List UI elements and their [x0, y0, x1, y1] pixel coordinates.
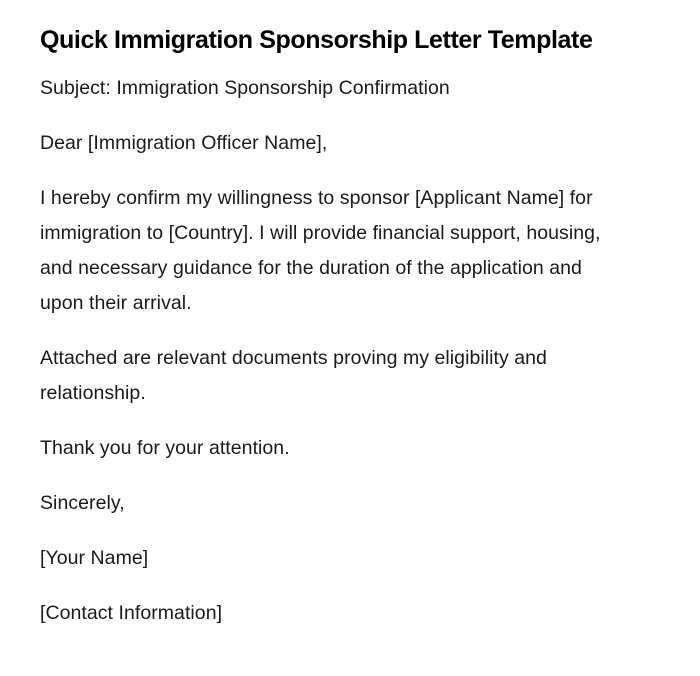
salutation: Dear [Immigration Officer Name], [40, 132, 328, 154]
signature-name: [Your Name] [40, 547, 149, 569]
body-paragraph-sponsorship: I hereby confirm my willingness to sponsor [Applicant Name] for immigration to [Country]. I will provide financial support, housing, and necessary guidance for the duration of the application and upon their arrival. [40, 187, 601, 314]
closing: Sincerely, [40, 492, 125, 514]
subject-line: Subject: Immigration Sponsorship Confirmation [40, 77, 450, 99]
thank-you-line: Thank you for your attention. [40, 437, 290, 459]
contact-information: [Contact Information] [40, 602, 223, 624]
body-paragraph-attachments: Attached are relevant documents proving my eligibility and relationship. [40, 347, 547, 404]
document-title: Quick Immigration Sponsorship Letter Template [40, 26, 593, 54]
